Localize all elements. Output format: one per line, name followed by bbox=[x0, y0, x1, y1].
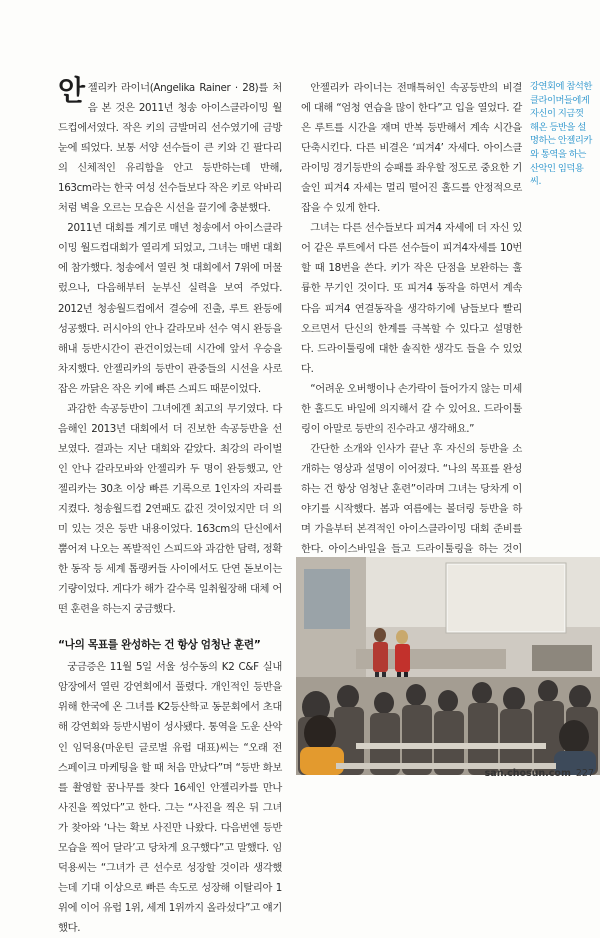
lecture-photo bbox=[296, 557, 600, 775]
page-number: 227 bbox=[575, 768, 594, 779]
article-paragraph: 과감한 속공등반이 그녀에겐 최고의 무기였다. 다음해인 2013년 대회에서 더 진보한 속공등반을 선보였다. 결과는 지난 대회와 같았다. 최강의 라이벌인 안나 갈라모바와 안젤리카 두 명이 완등했고, 안젤리카는 30초 이상 빠른 기록으로 1인자의 자리를 지켰다. 청송월드컵 2연패도 값진 것이었지만 더 의미 있는 것은 등반 내용이었다. 163cm의 단신에서 뿜어져 나오는 폭발적인 스피드와 과감한 담력, 정확한 동작 등 세계 톱랭커들 사이에서도 단연 돋보이는 기량이었다. 게다가 해가 갈수록 일취월장해 대체 어떤 훈련을 하는지 궁금했다. bbox=[58, 402, 282, 616]
article-paragraph: 안젤리카 라이너는 전매특허인 속공등반의 비결에 대해 “엄청 연습을 많이 한다”고 입을 열었다. 같은 루트를 시간을 재며 반복 등반해서 계속 시간을 단축시킨다. 다른 비결은 ‘피겨4’ 자세다. 아이스클라이밍 경기등반의 승패를 좌우할 정도로 중요한 기술인 피겨4 자세는 멀리 떨어진 홀드를 안정적으로 잡을 수 있게 한다. bbox=[301, 82, 522, 215]
article-paragraph: 간단한 소개와 인사가 끝난 후 자신의 등반을 소개하는 영상과 설명이 이어졌다. “나의 목표를 완성하는 건 항상 엄청난 훈련”이라며 그녀는 당차게 이야기를 시작했다. 봄과 여름에는 볼더링 등반을 하며 가을부터 본격적인 아이스클라이밍 대회 준비를 한다. 아이스바일을 들고 드라이툴링을 하는 것이 bbox=[301, 442, 522, 556]
article-paragraph: 궁금증은 11월 5일 서울 성수동의 K2 C&F 실내암장에서 열린 강연회에서 풀렸다. 개인적인 등반을 위해 한국에 온 그녀를 K2등산학교 동문회에서 초대해 강연회와 등반시범이 성사됐다. 통역을 도운 산악인 임덕용(마운틴 글로벌 유럽 대표)씨는 “오래 전 스페이크 마케팅을 할 때 처음 만났다”며 “등반 화보를 촬영할 꿈나무를 찾다 16세인 안젤리카를 만나 사진을 찍었다”고 한다. 그는 “사진을 찍은 뒤 그녀가 찾아와 ‘나는 확보 사진만 나왔다. 다음번엔 등반 모습을 찍어 달라’고 당차게 요구했다”고 말했다. 임덕용씨는 “그녀가 큰 선수로 성장할 것이라 생각했는데 기대 이상으로 빠른 속도로 성장해 이탈리아 1위에 이어 유럽 1위, 세계 1위까지 올라섰다”고 얘기했다. bbox=[58, 661, 282, 934]
section-subheading: “나의 목표를 완성하는 건 항상 엄청난 훈련” bbox=[58, 639, 261, 652]
article-paragraph: 2011년 대회를 계기로 매년 청송에서 아이스클라이밍 월드컵대회가 열리게 되었고, 그녀는 매번 대회에 참가했다. 청송에서 열린 첫 대회에서 7위에 머물렀으나, 다음해부터 눈부신 실력을 보여 주었다. 2012년 청송월드컵에서 결승에 진출, 루트 완등에 성공했다. 러시아의 안나 갈라모바 선수 역시 완등을 해내 등반시간이 관건이었는데 시간에 앞서 우승을 차지했다. 안젤리카의 등반이 관중들의 시선을 사로잡은 까닭은 작은 키에 빠른 스피드 때문이었다. bbox=[58, 222, 282, 395]
lecture-photo-illustration bbox=[296, 557, 600, 775]
article-paragraph bbox=[58, 74, 282, 218]
page-footer bbox=[470, 768, 594, 779]
paragraph-text: 젤리카 라이너(Angelika Rainer · 28)를 처음 본 것은 2011년 청송 아이스클라이밍 월드컵에서였다. 작은 키의 금발머리 선수였기에 금방 눈에 띄었다. 보통 서양 선수들이 큰 키와 긴 팔다리의 신체적인 유리함을 안고 등반하는데 반해, 163cm라는 한국 여성 선수들보다 작은 키로 악바리처럼 벽을 오르는 모습은 시선을 끌기에 충분했다. bbox=[58, 82, 282, 215]
photo-caption: 강연회에 참석한 클라이머들에게 자신이 지금껏 해온 등반을 설명하는 안젤리카와 통역을 하는 산악인 임덕용씨. bbox=[530, 81, 592, 188]
article-paragraph: 그녀는 다른 선수들보다 피겨4 자세에 더 자신 있어 같은 루트에서 다른 선수들이 피겨4자세를 10번 할 때 18번을 쓴다. 키가 작은 단점을 보완하는 훌륭한 무기인 것이다. 또 피겨4 동작을 하면서 계속 다음 피겨4 연결동작을 생각하기에 남들보다 빨리 오르면서 단신의 한계를 극복할 수 있다고 설명한다. 드라이툴링에 대한 솔직한 생각도 들을 수 있었다. bbox=[301, 222, 522, 375]
article-paragraph: “어려운 오버행이나 손가락이 들어가지 않는 미세한 홀드도 바일에 의지해서 갈 수 있어요. 드라이툴링이 아말로 등반의 진수라고 생각해요.” bbox=[301, 382, 522, 435]
article-column-left bbox=[58, 74, 282, 938]
site-url: san.chosun.com bbox=[484, 768, 571, 779]
drop-cap: 안 bbox=[58, 74, 85, 107]
